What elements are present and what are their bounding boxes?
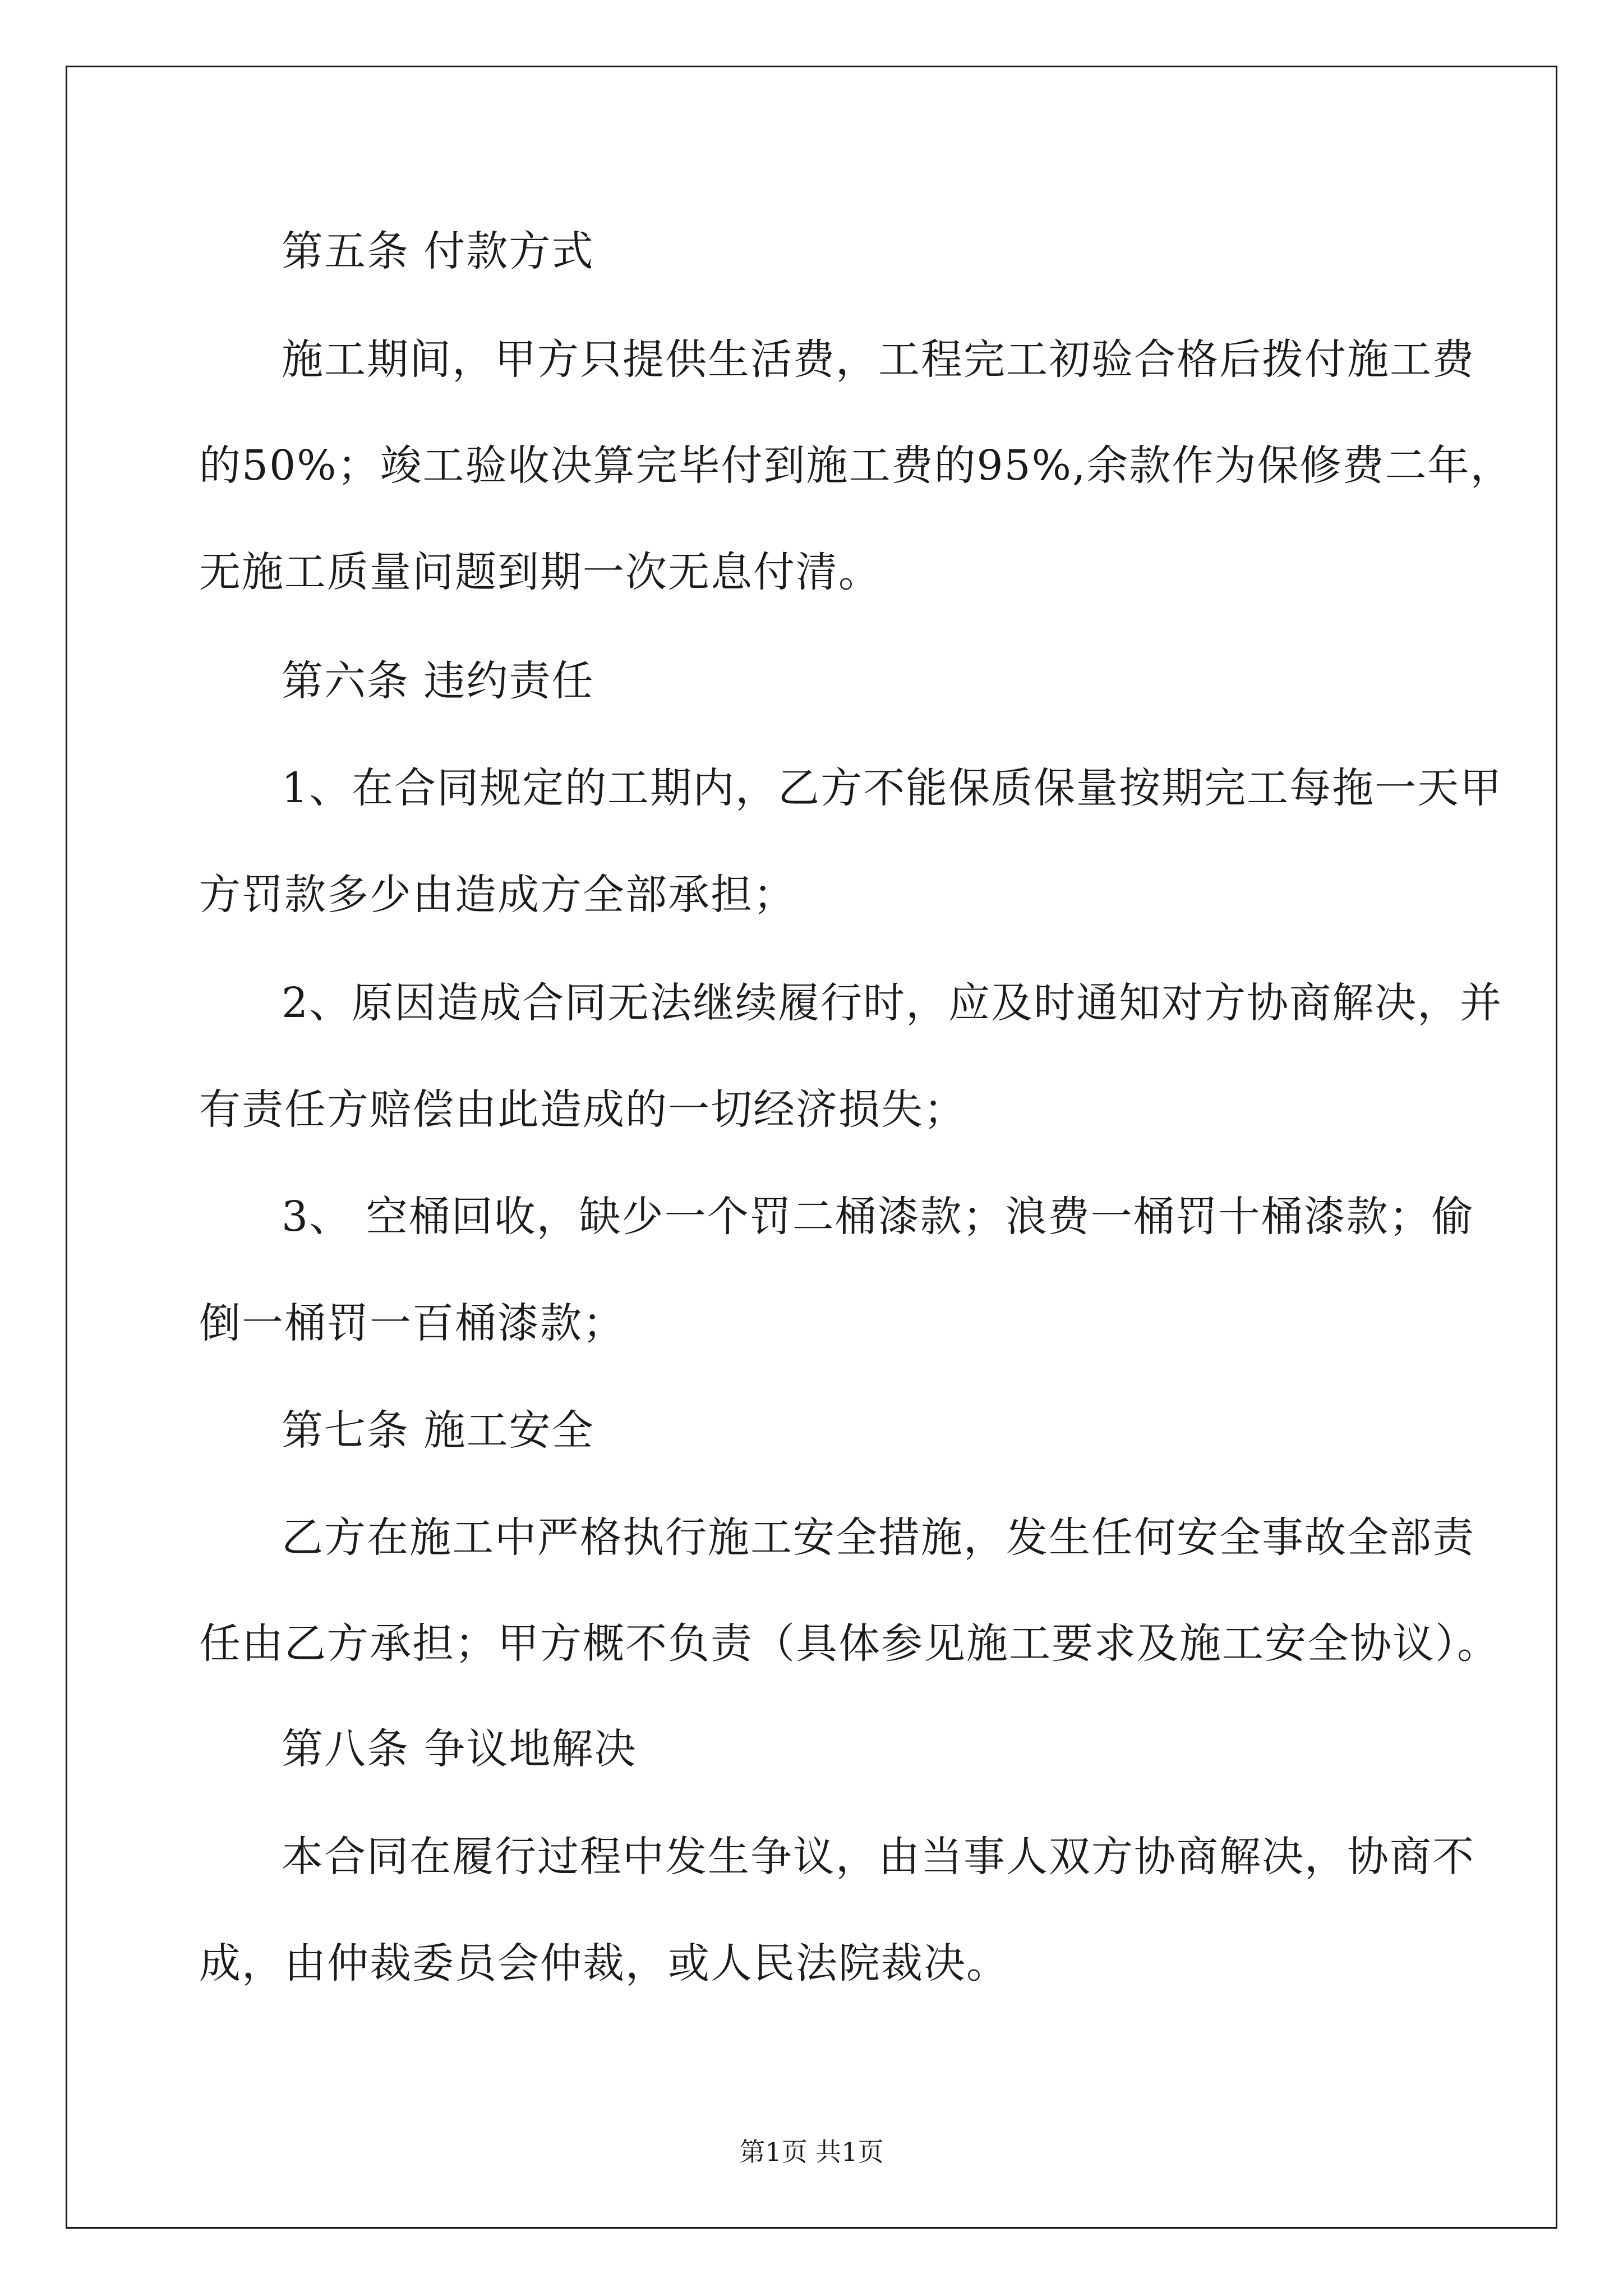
paragraph-line: 倒一桶罚一百桶漆款； — [199, 1299, 625, 1347]
paragraph-line: 3、 空桶回收，缺少一个罚二桶漆款；浪费一桶罚十桶漆款；偷 — [282, 1193, 1474, 1241]
paragraph-line: 1、在合同规定的工期内，乙方不能保质保量按期完工每拖一天甲 — [282, 764, 1503, 812]
section-heading-6: 第六条 违约责任 — [282, 657, 594, 705]
paragraph-line: 本合同在履行过程中发生争议，由当事人双方协商解决，协商不 — [282, 1833, 1475, 1881]
paragraph-line: 任由乙方承担；甲方概不负责（具体参见施工要求及施工安全协议）。 — [199, 1619, 1500, 1668]
page-border — [66, 66, 1557, 2229]
section-heading-5: 第五条 付款方式 — [282, 227, 594, 275]
page-footer: 第1页 共1页 — [739, 2137, 884, 2167]
paragraph-line: 有责任方赔偿由此造成的一切经济损失； — [199, 1085, 966, 1134]
paragraph-line: 成，由仲裁委员会仲裁，或人民法院裁决。 — [199, 1939, 1009, 1987]
section-heading-8: 第八条 争议地解决 — [282, 1725, 637, 1773]
paragraph-line: 乙方在施工中严格执行施工安全措施，发生任何安全事故全部责 — [282, 1513, 1475, 1562]
paragraph-line: 的50%；竣工验收决算完毕付到施工费的95%,余款作为保修费二年， — [199, 441, 1513, 490]
paragraph-line: 2、原因造成合同无法继续履行时，应及时通知对方协商解决，并 — [282, 979, 1503, 1027]
section-heading-7: 第七条 施工安全 — [282, 1406, 594, 1455]
paragraph-line: 施工期间，甲方只提供生活费，工程完工初验合格后拨付施工费 — [282, 335, 1475, 384]
paragraph-line: 无施工质量问题到期一次无息付清。 — [199, 548, 881, 596]
paragraph-line: 方罚款多少由造成方全部承担； — [199, 871, 796, 919]
